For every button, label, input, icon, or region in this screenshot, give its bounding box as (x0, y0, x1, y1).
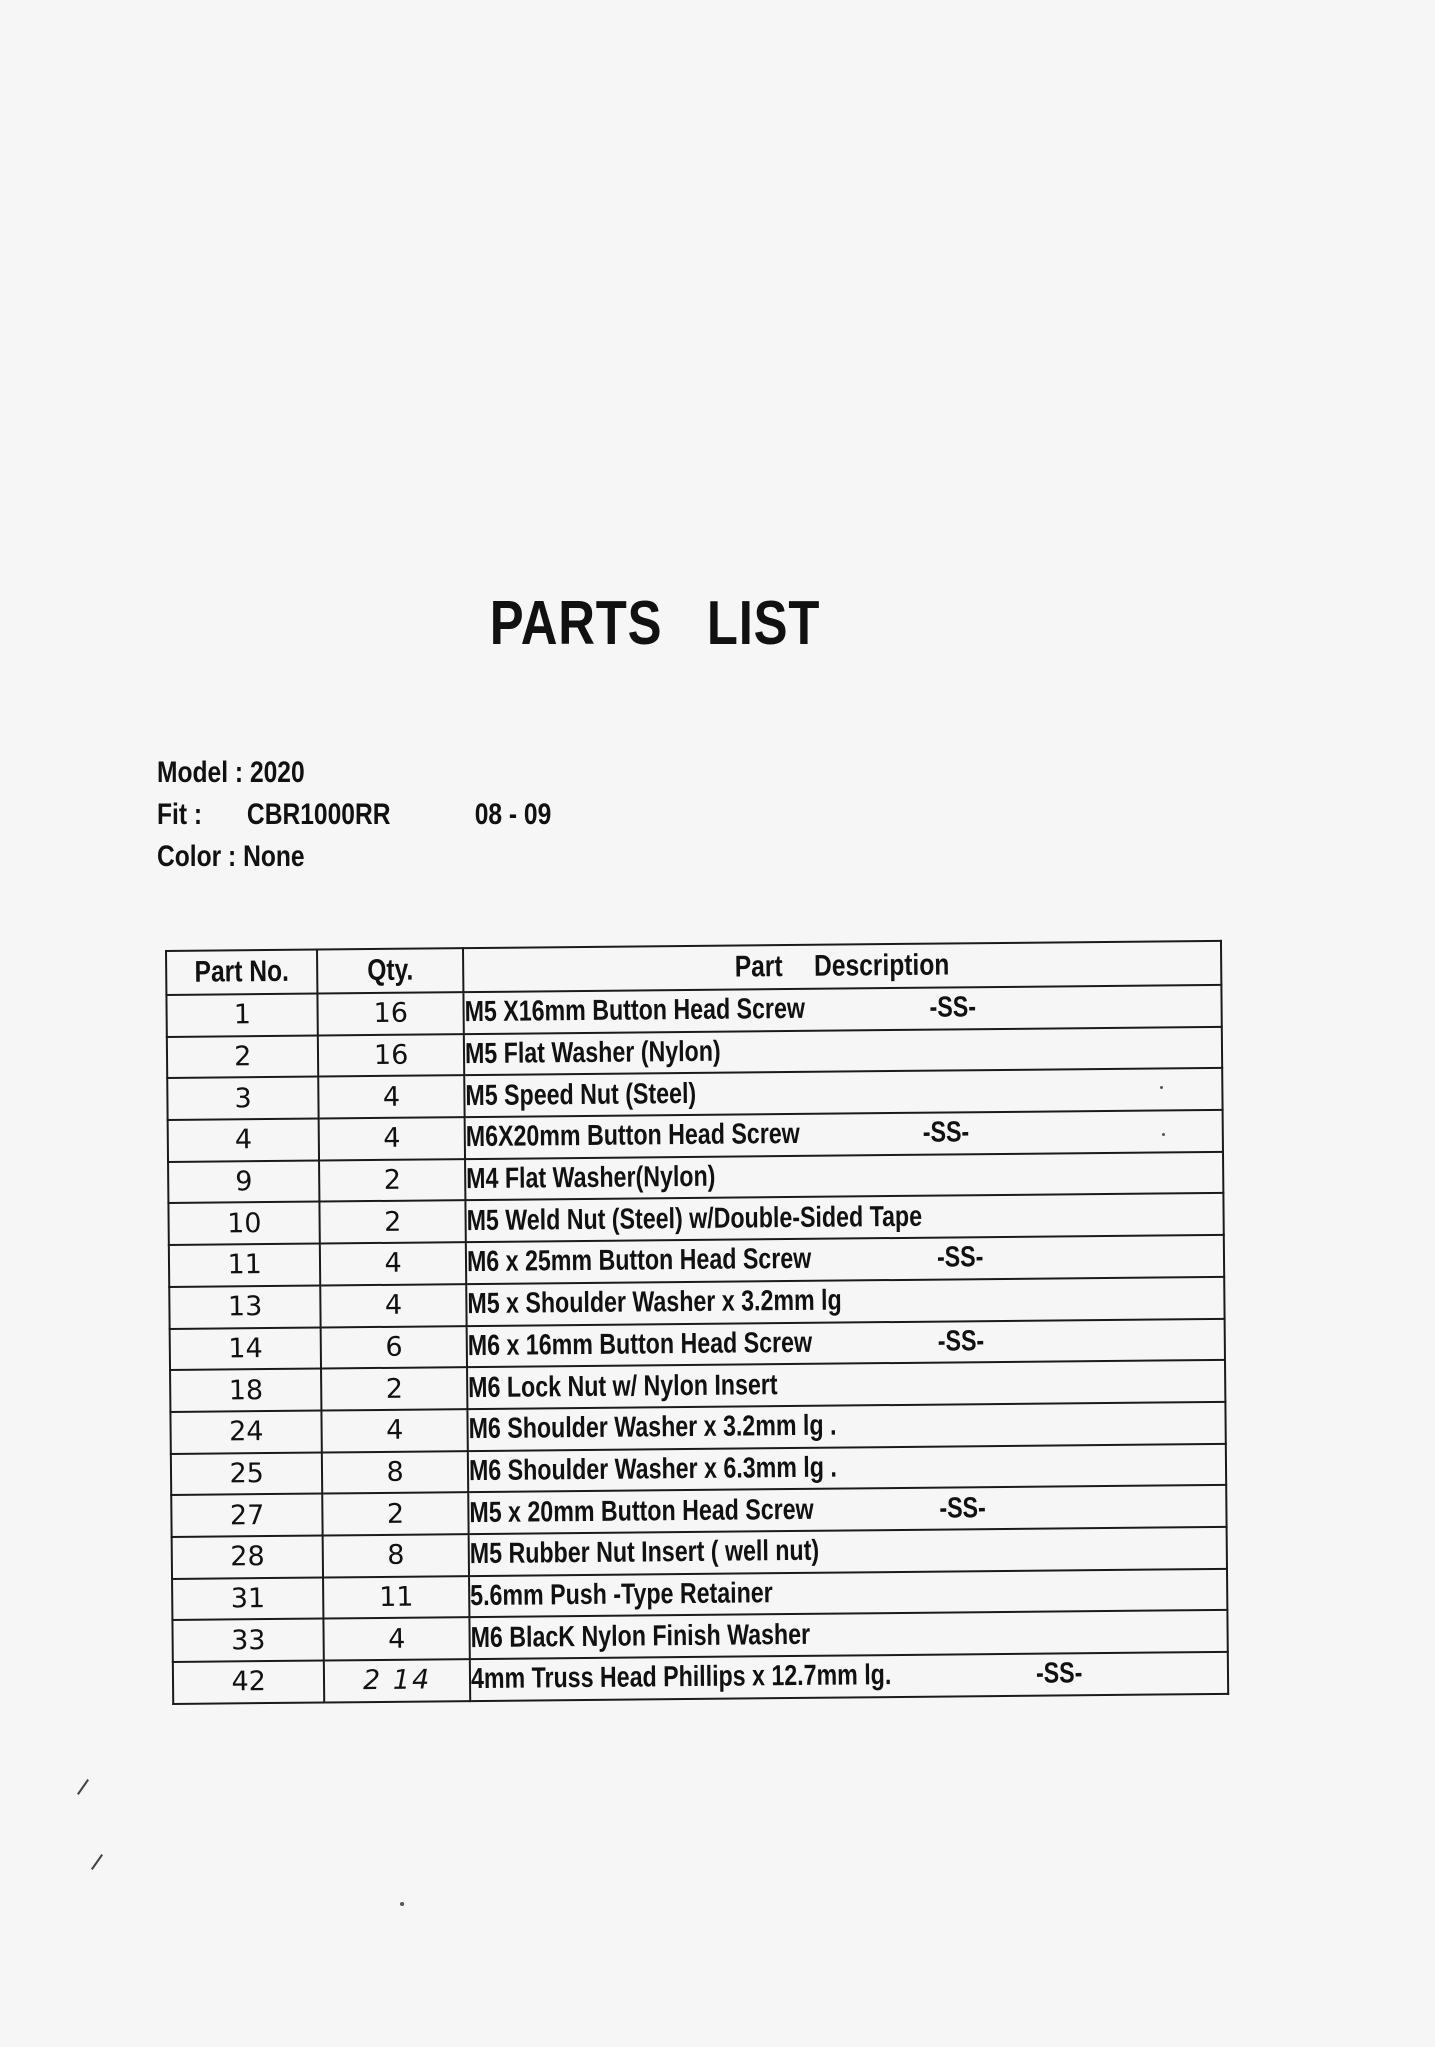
description-text: M6X20mm Button Head Screw (465, 1118, 800, 1154)
stainless-tag: -SS- (939, 1491, 987, 1525)
description-cell (468, 1527, 1227, 1576)
quantity-cell: 2 (323, 1492, 469, 1535)
description-cell (464, 1027, 1223, 1076)
part-number-cell: 27 (171, 1494, 323, 1537)
description-cell (465, 1152, 1224, 1201)
part-number-cell: 10 (168, 1202, 320, 1245)
fit-label: Fit : (157, 798, 203, 831)
description-cell (464, 1110, 1223, 1159)
model-value: 2020 (249, 756, 305, 789)
fit-value: CBR1000RR (246, 798, 391, 831)
quantity-cell: 4 (322, 1409, 468, 1452)
quantity-cell: 4 (324, 1617, 470, 1660)
description-text: M5 x Shoulder Washer x 3.2mm lg (467, 1284, 842, 1321)
stainless-tag: -SS- (937, 1324, 985, 1358)
header-part-no: Part No. (166, 950, 318, 995)
description-text: M5 x 20mm Button Head Screw (469, 1493, 814, 1529)
description-text: M6 Shoulder Washer x 6.3mm lg . (468, 1451, 837, 1488)
model-line (157, 752, 551, 794)
model-label: Model : (157, 756, 244, 789)
description-cell (464, 1068, 1223, 1117)
description-cell (467, 1360, 1226, 1409)
description-cell (469, 1568, 1228, 1617)
fit-years: 08 - 09 (474, 798, 552, 831)
part-number-cell: 14 (170, 1327, 322, 1370)
description-cell (470, 1652, 1229, 1701)
description-text: M6 x 25mm Button Head Screw (466, 1243, 812, 1279)
quantity-cell: 6 (321, 1326, 467, 1369)
color-line (157, 836, 551, 878)
quantity-cell: 4 (321, 1284, 467, 1327)
part-number-cell: 1 (166, 994, 318, 1037)
header-qty: Qty. (317, 948, 463, 993)
description-text: M5 Rubber Nut Insert ( well nut) (469, 1535, 820, 1571)
part-number-cell: 11 (169, 1244, 321, 1287)
part-number-cell: 18 (170, 1369, 322, 1412)
quantity-cell: 8 (323, 1534, 469, 1577)
parts-table-body (166, 985, 1228, 1704)
page-title: PARTS LIST (489, 589, 821, 658)
quantity-cell: 16 (318, 992, 464, 1035)
fit-line (157, 794, 551, 836)
description-text: M5 Weld Nut (Steel) w/Double-Sided Tape (466, 1200, 923, 1237)
description-cell (467, 1402, 1226, 1451)
parts-table (165, 940, 1229, 1705)
description-cell (466, 1277, 1225, 1326)
quantity-cell: 2 (319, 1159, 465, 1202)
description-cell (463, 985, 1222, 1034)
description-cell (465, 1193, 1224, 1242)
description-text: M6 Shoulder Washer x 3.2mm lg . (468, 1409, 837, 1446)
part-number-cell: 9 (168, 1160, 320, 1203)
header-description: Part Description (463, 941, 1222, 992)
stainless-tag: -SS- (922, 1116, 970, 1150)
stainless-tag: -SS- (929, 991, 977, 1025)
description-text: M6 x 16mm Button Head Screw (467, 1326, 813, 1362)
part-number-cell: 28 (172, 1535, 324, 1578)
description-cell (468, 1443, 1227, 1492)
description-text: M5 X16mm Button Head Screw (464, 993, 805, 1029)
description-text: M4 Flat Washer(Nylon) (465, 1160, 716, 1196)
part-number-cell: 42 (173, 1661, 325, 1704)
part-number-cell: 24 (170, 1410, 322, 1453)
part-number-cell: 25 (171, 1452, 323, 1495)
description-cell (466, 1235, 1225, 1284)
quantity-cell: 4 (319, 1076, 465, 1119)
description-cell (469, 1610, 1228, 1659)
quantity-cell: 16 (318, 1034, 464, 1077)
scan-speck (1162, 1133, 1165, 1136)
table-row (173, 1652, 1228, 1704)
quantity-cell: 2 14 (324, 1659, 470, 1702)
quantity-cell: 4 (319, 1117, 465, 1160)
quantity-cell: 2 (321, 1367, 467, 1410)
stainless-tag: -SS- (936, 1241, 984, 1275)
part-number-cell: 33 (172, 1619, 324, 1662)
description-text: M5 Speed Nut (Steel) (465, 1077, 697, 1112)
scan-speck (400, 1902, 404, 1906)
pencil-mark (91, 1854, 103, 1870)
color-value: None (243, 840, 305, 873)
stainless-tag: -SS- (1036, 1657, 1083, 1691)
quantity-cell: 2 (320, 1201, 466, 1244)
scan-speck (1160, 1086, 1163, 1089)
part-number-cell: 3 (167, 1077, 319, 1120)
model-info (157, 752, 551, 878)
part-number-cell: 31 (172, 1577, 324, 1620)
part-number-cell: 4 (168, 1119, 320, 1162)
description-text: M6 BlacK Nylon Finish Washer (470, 1618, 811, 1654)
description-cell (468, 1485, 1227, 1534)
description-cell (466, 1318, 1225, 1367)
description-text: 4mm Truss Head Phillips x 12.7mm lg. (470, 1659, 892, 1696)
description-text: M5 Flat Washer (Nylon) (464, 1035, 721, 1071)
quantity-cell: 11 (323, 1576, 469, 1619)
description-text: M6 Lock Nut w/ Nylon Insert (467, 1368, 778, 1404)
description-text: 5.6mm Push -Type Retainer (469, 1577, 773, 1613)
quantity-cell: 8 (322, 1451, 468, 1494)
quantity-cell: 4 (320, 1242, 466, 1285)
part-number-cell: 13 (169, 1285, 321, 1328)
part-number-cell: 2 (167, 1035, 319, 1078)
color-label: Color : (157, 840, 237, 873)
pencil-mark (77, 1779, 89, 1795)
